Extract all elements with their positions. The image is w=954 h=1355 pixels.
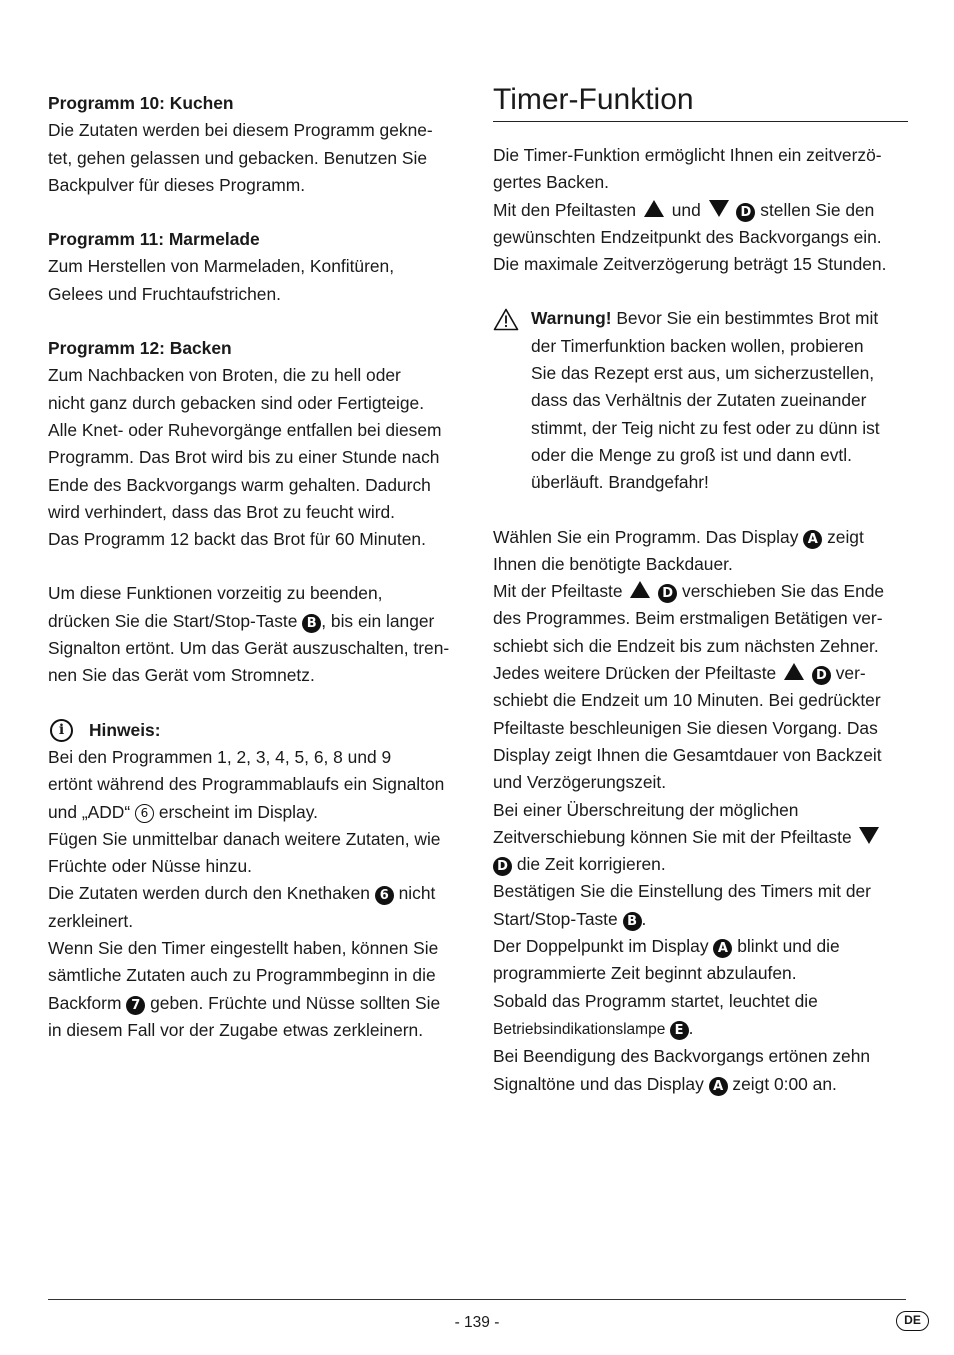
page-number: - 139 -	[454, 1314, 500, 1331]
text-line: sämtliche Zutaten auch zu Programmbeginn in die	[48, 965, 436, 986]
display-badge-icon: A	[709, 1077, 728, 1096]
text-line: dass das Verhältnis der Zutaten zueinander	[531, 390, 867, 411]
text-line: Zum Nachbacken von Broten, die zu hell oder	[48, 365, 401, 386]
text-line: Jedes weitere Drücken der Pfeiltaste D ver-	[493, 663, 866, 684]
text-line: Um diese Funktionen vorzeitig zu beenden,	[48, 583, 383, 604]
text-line: Die Zutaten werden durch den Knethaken 6 nicht	[48, 883, 436, 904]
arrow-up-icon	[784, 663, 804, 680]
arrow-keys-badge-icon: D	[658, 584, 677, 603]
text-line: Gelees und Fruchtaufstrichen.	[48, 283, 281, 304]
text-line: der Timerfunktion backen wollen, probieren	[531, 335, 864, 356]
text-line: ertönt während des Programmablaufs ein Signalton	[48, 774, 445, 795]
text-line: gertes Backen.	[493, 172, 610, 193]
text-line: Früchte oder Nüsse hinzu.	[48, 856, 252, 877]
text-line: Bei einer Überschreitung der möglichen	[493, 799, 799, 820]
text-line: Mit der Pfeiltaste D verschieben Sie das Ende	[493, 581, 885, 602]
text-line: des Programmes. Beim erstmaligen Betätigen ver-	[493, 608, 883, 629]
text-line: wird verhindert, dass das Brot zu feucht wird.	[48, 501, 395, 522]
warning-label: Warnung!	[531, 308, 612, 329]
start-stop-badge-icon: B	[623, 912, 642, 931]
arrow-up-icon	[644, 200, 664, 217]
warning-block	[493, 305, 908, 496]
arrow-keys-badge-icon: D	[493, 857, 512, 876]
text-line: Betriebsindikationslampe E .	[493, 1017, 694, 1038]
text-line: Programm. Das Brot wird bis zu einer Stunde nach	[48, 447, 440, 468]
language-badge: DE	[896, 1311, 929, 1331]
text-line: stimmt, der Teig nicht zu fest oder zu dünn ist	[531, 417, 880, 438]
program-11-heading: Programm 11: Marmelade	[48, 229, 260, 250]
text-line: programmierte Zeit beginnt abzulaufen.	[493, 963, 797, 984]
text-line: Bei Beendigung des Backvorgangs ertönen zehn	[493, 1046, 871, 1067]
text-line: nicht ganz durch gebacken sind oder Fertigteige.	[48, 392, 425, 413]
text-line: Die Zutaten werden bei diesem Programm gekne-	[48, 120, 433, 141]
text-line: schiebt die Endzeit um 10 Minuten. Bei gedrückter	[493, 690, 881, 711]
text-line: Ihnen die benötigte Backdauer.	[493, 553, 733, 574]
text-line: überläuft. Brandgefahr!	[531, 472, 709, 493]
section-title: Timer-Funktion	[493, 83, 908, 122]
text-line: und Verzögerungszeit.	[493, 772, 667, 793]
text-line: Wählen Sie ein Programm. Das Display A zeigt	[493, 526, 864, 547]
arrow-up-icon	[630, 581, 650, 598]
warning-triangle-icon	[493, 308, 519, 331]
text-line: in diesem Fall vor der Zugabe etwas zerkleinern.	[48, 1019, 424, 1040]
text-line: Die maximale Zeitverzögerung beträgt 15 Stunden.	[493, 254, 887, 275]
text-line: Bestätigen Sie die Einstellung des Timers mit der	[493, 881, 871, 902]
text-line: Signalton ertönt. Um das Gerät auszuschalten, tren-	[48, 638, 450, 659]
right-column	[493, 83, 908, 1098]
program-12-heading: Programm 12: Backen	[48, 338, 232, 359]
text-line: Wenn Sie den Timer eingestellt haben, können Sie	[48, 938, 439, 959]
footer-divider	[48, 1299, 906, 1300]
text-line: Das Programm 12 backt das Brot für 60 Minuten.	[48, 529, 426, 550]
text-line: Fügen Sie unmittelbar danach weitere Zutaten, wie	[48, 828, 441, 849]
text-line: Pfeiltaste beschleunigen Sie diesen Vorgang. Das	[493, 717, 878, 738]
text-line: drücken Sie die Start/Stop-Taste B , bis ein langer	[48, 610, 435, 631]
start-stop-badge-icon: B	[302, 614, 321, 633]
text-line: Ende des Backvorgangs warm gehalten. Dadurch	[48, 474, 431, 495]
text-line: Backform 7 geben. Früchte und Nüsse sollten Sie	[48, 992, 441, 1013]
text-line: oder die Menge zu groß ist und dann evtl.	[531, 444, 852, 465]
text-line: Backpulver für dieses Programm.	[48, 174, 306, 195]
text-line: Die Timer-Funktion ermöglicht Ihnen ein zeitverzö-	[493, 145, 882, 165]
text-line: und „ADD“ 6 erscheint im Display.	[48, 801, 318, 822]
left-column	[48, 90, 466, 1044]
text-line: Sobald das Programm startet, leuchtet die	[493, 990, 818, 1011]
text-line: Mit den Pfeiltasten und D stellen Sie den	[493, 199, 875, 220]
baking-pan-badge-icon: 7	[126, 996, 145, 1015]
text-line: Start/Stop-Taste B .	[493, 908, 647, 929]
text-line: Zum Herstellen von Marmeladen, Konfitüren,	[48, 256, 395, 277]
text-line: tet, gehen gelassen und gebacken. Benutzen Sie	[48, 147, 428, 168]
text-line: gewünschten Endzeitpunkt des Backvorgangs ein.	[493, 226, 882, 247]
info-icon: i	[50, 719, 73, 742]
note-heading: Hinweis:	[89, 719, 161, 740]
text-line: Bei den Programmen 1, 2, 3, 4, 5, 6, 8 und 9	[48, 746, 392, 767]
text-line: Der Doppelpunkt im Display A blinkt und die	[493, 936, 840, 957]
add-display-badge-icon: 6	[135, 804, 154, 823]
text-line: Warnung! Bevor Sie ein bestimmtes Brot mit	[531, 308, 879, 329]
text-line: Signaltöne und das Display A zeigt 0:00 an.	[493, 1073, 837, 1094]
text-line: Display zeigt Ihnen die Gesamtdauer von Backzeit	[493, 744, 882, 765]
display-badge-icon: A	[713, 939, 732, 958]
indicator-lamp-badge-icon: E	[670, 1021, 689, 1040]
text-line: Sie das Rezept erst aus, um sicherzustellen,	[531, 363, 875, 384]
arrow-keys-badge-icon: D	[812, 666, 831, 685]
program-10-heading: Programm 10: Kuchen	[48, 93, 234, 113]
arrow-down-icon	[709, 200, 729, 217]
text-line: Alle Knet- oder Ruhevorgänge entfallen bei diesem	[48, 419, 442, 440]
text-line: zerkleinert.	[48, 910, 134, 931]
text-line: nen Sie das Gerät vom Stromnetz.	[48, 665, 315, 686]
kneading-hook-badge-icon: 6	[375, 886, 394, 905]
arrow-down-icon	[859, 827, 879, 844]
display-badge-icon: A	[803, 530, 822, 549]
text-line: D die Zeit korrigieren.	[493, 851, 908, 878]
arrow-keys-badge-icon: D	[736, 203, 755, 222]
text-line: Zeitverschiebung können Sie mit der Pfeiltaste	[493, 824, 908, 851]
text-line: schiebt sich die Endzeit bis zum nächsten Zehner.	[493, 635, 879, 656]
note-heading-row	[48, 717, 466, 744]
